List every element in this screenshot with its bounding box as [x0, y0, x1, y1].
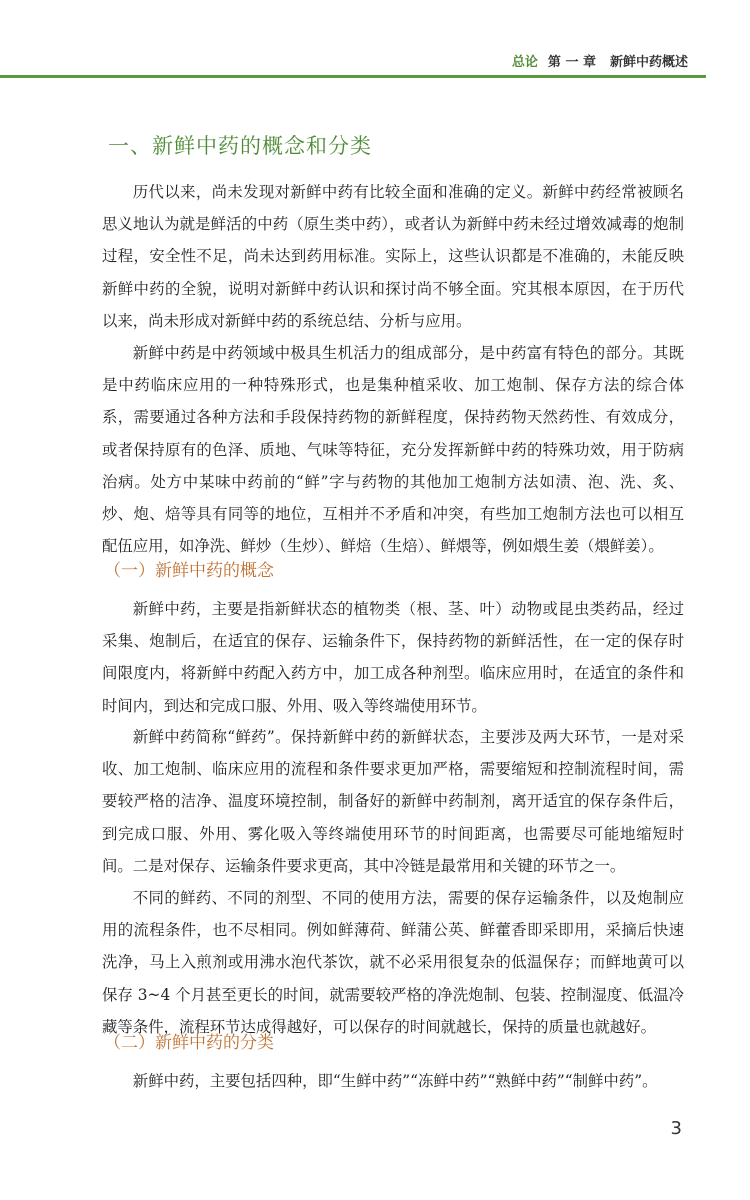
- header-chapter-title: 新鲜中药概述: [609, 54, 688, 70]
- section-title: 一、新鲜中药的概念和分类: [108, 134, 372, 158]
- subsection-title: （二）新鲜中药的分类: [104, 1033, 274, 1053]
- subsection-title: （一）新鲜中药的概念: [104, 561, 274, 581]
- page-number: 3: [670, 1118, 682, 1139]
- body-paragraph: 新鲜中药，主要是指新鲜状态的植物类（根、茎、叶）动物或昆虫类药品，经过采集、炮制后，在适宜的保存、运输条件下，保持药物的新鲜活性，在一定的保存时间限度内，将新鲜中药配入药方中，加工成各种剂型。临床应用时，在适宜的条件和时间内，到达和完成口服、外用、吸入等终端使用环节。: [102, 600, 684, 715]
- running-header: [512, 48, 688, 72]
- body-paragraph: 不同的鲜药、不同的剂型、不同的使用方法，需要的保存运输条件，以及炮制应用的流程条件，也不尽相同。例如鲜薄荷、鲜蒲公英、鲜藿香即采即用，采摘后快速洗净，马上入煎剂或用沸水泡代茶饮，就不必采用很复杂的低温保存；而鲜地黄可以保存 3~4 个月甚至更长的时间，就需要较严格的净洗炮制、包装、控制湿度、低温冷藏等条件，流程环节达成得越好，可以保存的时间就越长，保持的质量也就越好。: [102, 889, 684, 1036]
- body-paragraph: 新鲜中药简称“鲜药”。保持新鲜中药的新鲜状态，主要涉及两大环节，一是对采收、加工炮制、临床应用的流程和条件要求更加严格，需要缩短和控制流程时间，需要较严格的洁净、温度环境控制，制备好的新鲜中药制剂，离开适宜的保存条件后，到完成口服、外用、雾化吸入等终端使用环节的时间距离，也需要尽可能地缩短时间。二是对保存、运输条件要求更高，其中冷链是最常用和关键的环节之一。: [102, 728, 684, 875]
- header-chapter: 第 一 章: [547, 54, 596, 70]
- body-paragraph: 新鲜中药，主要包括四种，即“生鲜中药”“冻鲜中药”“熟鲜中药”“制鲜中药”。: [132, 1072, 658, 1090]
- header-part: 总论: [511, 54, 538, 70]
- intro-paragraph: 历代以来，尚未发现对新鲜中药有比较全面和准确的定义。新鲜中药经常被顾名思义地认为就是鲜活的中药（原生类中药），或者认为新鲜中药未经过增效减毒的炮制过程，安全性不足，尚未达到药用标准。实际上，这些认识都是不准确的，未能反映新鲜中药的全貌，说明对新鲜中药认识和探讨尚不够全面。究其根本原因，在于历代以来，尚未形成对新鲜中药的系统总结、分析与应用。: [102, 183, 684, 330]
- intro-paragraph: 新鲜中药是中药领域中极具生机活力的组成部分，是中药富有特色的部分。其既是中药临床应用的一种特殊形式，也是集种植采收、加工炮制、保存方法的综合体系，需要通过各种方法和手段保持药物的新鲜程度，保持药物天然药性、有效成分，或者保持原有的色泽、质地、气味等特征，充分发挥新鲜中药的特殊功效，用于防病治病。处方中某味中药前的“鲜”字与药物的其他加工炮制方法如渍、泡、洗、炙、炒、炮、焙等具有同等的地位，互相并不矛盾和冲突，有些加工炮制方法也可以相互配伍应用，如净洗、鲜炒（生炒）、鲜焙（生焙）、鲜煨等，例如煨生姜（煨鲜姜）。: [102, 344, 684, 556]
- header-rule: [0, 75, 706, 78]
